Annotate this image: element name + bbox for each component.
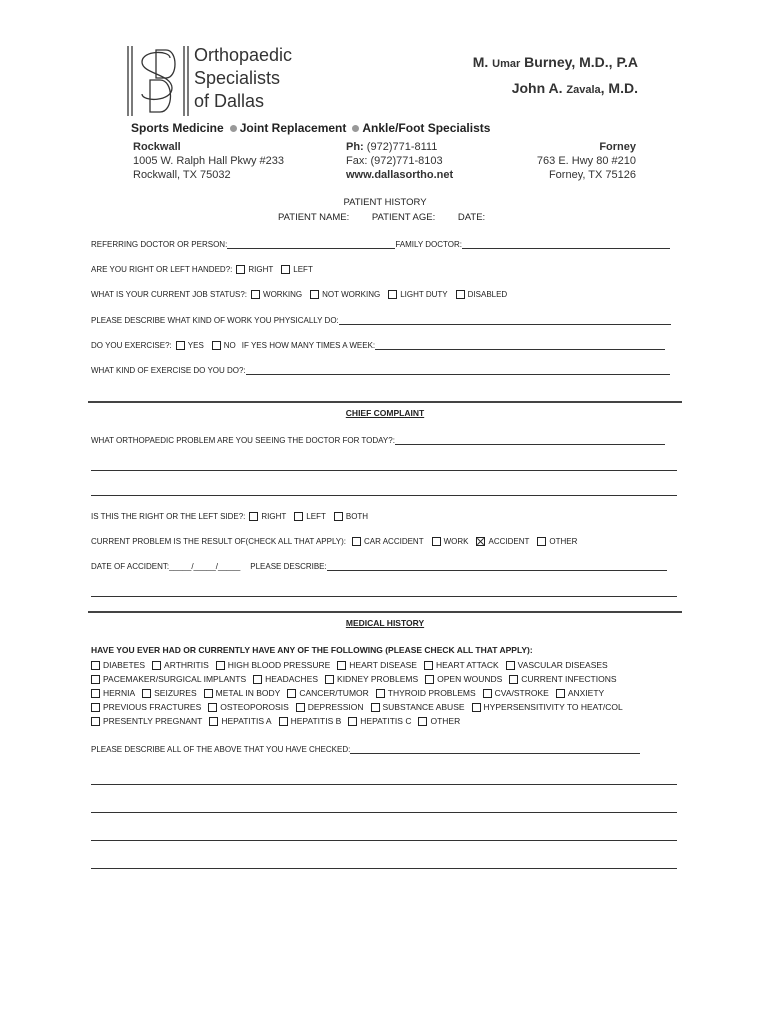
- problem-row: [91, 436, 665, 445]
- address-line: 763 E. Hwy 80 #210: [536, 155, 636, 167]
- address-line: Forney, TX 75126: [548, 169, 636, 181]
- doctor-1-last: Burney, M.D., P.A: [520, 54, 638, 70]
- condition-item[interactable]: [505, 660, 608, 670]
- doctor-2-last: , M.D.: [600, 80, 638, 96]
- conditions-row: [90, 702, 629, 712]
- cause-row: [91, 537, 577, 546]
- condition-checkbox[interactable]: [91, 689, 100, 698]
- handed-right-checkbox[interactable]: [236, 265, 245, 274]
- location-name: Rockwall: [133, 141, 181, 153]
- job-question: WHAT IS YOUR CURRENT JOB STATUS?:: [91, 290, 248, 299]
- option-label: NO: [223, 341, 236, 350]
- job-light-duty-checkbox[interactable]: [388, 290, 397, 299]
- doctor-2: [473, 76, 638, 102]
- phone-label: Ph:: [346, 141, 364, 153]
- side-left-checkbox[interactable]: [294, 512, 303, 521]
- service-label: Sports Medicine: [131, 121, 224, 135]
- bullet-icon: [230, 125, 237, 132]
- condition-checkbox[interactable]: [152, 661, 161, 670]
- condition-checkbox[interactable]: [216, 661, 225, 670]
- condition-checkbox[interactable]: [472, 703, 481, 712]
- condition-item[interactable]: [417, 716, 460, 726]
- side-question: IS THIS THE RIGHT OR THE LEFT SIDE?:: [91, 512, 246, 521]
- condition-label: OTHER: [430, 716, 461, 726]
- condition-checkbox[interactable]: [337, 661, 346, 670]
- website: www.dallasortho.net: [346, 169, 454, 181]
- conditions-row: [90, 688, 610, 698]
- option-label: CAR ACCIDENT: [364, 537, 424, 546]
- condition-checkbox[interactable]: [91, 675, 100, 684]
- condition-checkbox[interactable]: [91, 661, 100, 670]
- section-divider: [88, 611, 682, 613]
- condition-label: OPEN WOUNDS: [437, 674, 503, 684]
- condition-checkbox[interactable]: [483, 689, 492, 698]
- condition-item[interactable]: [482, 688, 549, 698]
- cause-other-checkbox[interactable]: [537, 537, 546, 546]
- condition-label: METAL IN BODY: [215, 688, 281, 698]
- services-tagline: [131, 121, 490, 135]
- condition-label: HEPATITIS B: [290, 716, 342, 726]
- problem-question: WHAT ORTHOPAEDIC PROBLEM ARE YOU SEEING THE DOCTOR FOR TODAY?:: [91, 436, 395, 445]
- work-desc-input[interactable]: [339, 316, 671, 325]
- describe-checked-input[interactable]: [350, 745, 640, 754]
- work-desc-label: PLEASE DESCRIBE WHAT KIND OF WORK YOU PHYSICALLY DO:: [91, 316, 339, 325]
- condition-checkbox[interactable]: [425, 675, 434, 684]
- condition-item[interactable]: [508, 674, 616, 684]
- accident-row: [91, 562, 667, 571]
- condition-checkbox[interactable]: [348, 717, 357, 726]
- service-label: Ankle/Foot Specialists: [362, 121, 491, 135]
- practice-logo-icon: [126, 44, 190, 118]
- option-label: WORK: [443, 537, 469, 546]
- exercise-question: DO YOU EXERCISE?:: [91, 341, 172, 350]
- exercise-kind-label: WHAT KIND OF EXERCISE DO YOU DO?:: [91, 366, 246, 375]
- condition-label: HIGH BLOOD PRESSURE: [227, 660, 331, 670]
- condition-item[interactable]: [336, 660, 417, 670]
- option-label: LEFT: [306, 512, 326, 521]
- referring-label: REFERRING DOCTOR OR PERSON:: [91, 240, 228, 249]
- cause-question: CURRENT PROBLEM IS THE RESULT OF(CHECK ALL THAT APPLY):: [91, 537, 347, 546]
- medical-history-heading: MEDICAL HISTORY: [345, 618, 425, 628]
- doctor-2-mid: Zavala: [566, 84, 601, 96]
- fax-number: (972)771-8103: [370, 155, 443, 167]
- patient-name-label: PATIENT NAME:: [278, 212, 350, 223]
- condition-label: KIDNEY PROBLEMS: [337, 674, 419, 684]
- conditions-row: [90, 660, 614, 670]
- accident-describe-line[interactable]: [91, 596, 677, 597]
- condition-label: CURRENT INFECTIONS: [521, 674, 617, 684]
- condition-label: HEPATITIS C: [360, 716, 412, 726]
- doctor-1-first: M.: [472, 54, 493, 70]
- condition-item[interactable]: [203, 688, 281, 698]
- condition-label: ANXIETY: [567, 688, 605, 698]
- condition-item[interactable]: [90, 660, 145, 670]
- job-not-working-checkbox[interactable]: [310, 290, 319, 299]
- doctor-1: [473, 50, 638, 76]
- condition-label: HEPATITIS A: [221, 716, 272, 726]
- condition-checkbox[interactable]: [279, 717, 288, 726]
- rockwall-address: [133, 140, 284, 182]
- condition-checkbox[interactable]: [556, 689, 565, 698]
- handed-left-checkbox[interactable]: [281, 265, 290, 274]
- date-label: DATE:: [457, 212, 486, 223]
- patient-info-row: [278, 212, 505, 223]
- exercise-frequency-input[interactable]: [375, 341, 665, 350]
- referring-input[interactable]: [227, 240, 395, 249]
- address-line: 1005 W. Ralph Hall Pkwy #233: [133, 155, 285, 167]
- condition-label: HEART ATTACK: [435, 660, 499, 670]
- service-label: Joint Replacement: [239, 121, 347, 135]
- form-title: PATIENT HISTORY: [343, 197, 427, 208]
- condition-checkbox[interactable]: [208, 703, 217, 712]
- condition-item[interactable]: [347, 716, 411, 726]
- family-doctor-input[interactable]: [462, 240, 670, 249]
- condition-item[interactable]: [295, 702, 364, 712]
- condition-item[interactable]: [90, 688, 135, 698]
- condition-label: OSTEOPOROSIS: [220, 702, 289, 712]
- option-label: RIGHT: [261, 512, 287, 521]
- section-divider: [88, 401, 682, 403]
- option-label: LIGHT DUTY: [400, 290, 448, 299]
- condition-checkbox[interactable]: [371, 703, 380, 712]
- condition-label: SEIZURES: [154, 688, 197, 698]
- condition-label: DIABETES: [103, 660, 146, 670]
- condition-label: HEADACHES: [265, 674, 319, 684]
- condition-checkbox[interactable]: [296, 703, 305, 712]
- condition-checkbox[interactable]: [424, 661, 433, 670]
- condition-item[interactable]: [151, 660, 209, 670]
- option-label: NOT WORKING: [322, 290, 381, 299]
- cause-accident-checkbox[interactable]: [476, 537, 485, 546]
- accident-describe-input[interactable]: [327, 562, 667, 571]
- condition-checkbox[interactable]: [91, 717, 100, 726]
- condition-checkbox[interactable]: [506, 661, 515, 670]
- option-label: BOTH: [345, 512, 369, 521]
- exercise-yes-checkbox[interactable]: [176, 341, 185, 350]
- condition-checkbox[interactable]: [209, 717, 218, 726]
- option-label: DISABLED: [467, 290, 508, 299]
- condition-label: THYROID PROBLEMS: [387, 688, 476, 698]
- condition-checkbox[interactable]: [509, 675, 518, 684]
- conditions-row: [90, 716, 466, 726]
- describe-checked-line[interactable]: [91, 812, 677, 813]
- location-name: Forney: [599, 141, 636, 153]
- condition-item[interactable]: [90, 702, 201, 712]
- please-describe-label: PLEASE DESCRIBE:: [250, 562, 327, 571]
- problem-input-line[interactable]: [91, 495, 677, 496]
- describe-checked-label: PLEASE DESCRIBE ALL OF THE ABOVE THAT YOU HAVE CHECKED:: [91, 745, 351, 754]
- condition-label: CANCER/TUMOR: [299, 688, 369, 698]
- describe-checked-line[interactable]: [91, 840, 677, 841]
- forney-address: [537, 140, 636, 182]
- condition-label: ARTHRITIS: [164, 660, 209, 670]
- chief-complaint-heading: CHIEF COMPLAINT: [345, 408, 425, 418]
- condition-item[interactable]: [370, 702, 465, 712]
- condition-item[interactable]: [90, 716, 202, 726]
- doctor-2-first: John A.: [511, 80, 567, 96]
- exercise-kind-row: [91, 366, 670, 375]
- condition-label: HERNIA: [103, 688, 136, 698]
- condition-label: DEPRESSION: [307, 702, 364, 712]
- side-row: [91, 512, 368, 521]
- problem-input[interactable]: [395, 436, 665, 445]
- condition-item[interactable]: [207, 702, 289, 712]
- option-label: OTHER: [549, 537, 578, 546]
- handed-row: [91, 265, 313, 274]
- condition-item[interactable]: [252, 674, 318, 684]
- condition-item[interactable]: [90, 674, 246, 684]
- problem-input-line[interactable]: [91, 470, 677, 471]
- work-desc-row: [91, 316, 671, 325]
- condition-item[interactable]: [423, 660, 499, 670]
- address-line: Rockwall, TX 75032: [133, 169, 231, 181]
- cause-car-accident-checkbox[interactable]: [352, 537, 361, 546]
- condition-checkbox[interactable]: [325, 675, 334, 684]
- condition-item[interactable]: [215, 660, 331, 670]
- condition-item[interactable]: [208, 716, 271, 726]
- condition-item[interactable]: [324, 674, 418, 684]
- job-working-checkbox[interactable]: [251, 290, 260, 299]
- condition-item[interactable]: [375, 688, 476, 698]
- condition-checkbox[interactable]: [142, 689, 151, 698]
- condition-checkbox[interactable]: [287, 689, 296, 698]
- condition-checkbox[interactable]: [376, 689, 385, 698]
- conditions-row: [90, 674, 623, 684]
- condition-label: CVA/STROKE: [494, 688, 549, 698]
- practice-name-line: of Dallas: [194, 91, 265, 111]
- condition-item[interactable]: [555, 688, 604, 698]
- accident-date-field[interactable]: DATE OF ACCIDENT:_____/_____/_____: [91, 562, 241, 571]
- condition-item[interactable]: [286, 688, 368, 698]
- conditions-heading: HAVE YOU EVER HAD OR CURRENTLY HAVE ANY OF THE FOLLOWING (PLEASE CHECK ALL THAT APPLY):: [91, 645, 533, 655]
- option-label: ACCIDENT: [488, 537, 530, 546]
- condition-checkbox[interactable]: [91, 703, 100, 712]
- condition-label: PRESENTLY PREGNANT: [103, 716, 203, 726]
- condition-checkbox[interactable]: [418, 717, 427, 726]
- exercise-kind-input[interactable]: [246, 366, 670, 375]
- condition-label: HYPERSENSITIVITY TO HEAT/COL: [483, 702, 623, 712]
- exercise-row: [91, 341, 665, 350]
- describe-checked-line[interactable]: [91, 868, 677, 869]
- referring-row: [91, 240, 670, 249]
- condition-label: PREVIOUS FRACTURES: [103, 702, 202, 712]
- family-doctor-label: FAMILY DOCTOR:: [395, 240, 462, 249]
- condition-label: HEART DISEASE: [349, 660, 417, 670]
- job-disabled-checkbox[interactable]: [456, 290, 465, 299]
- condition-label: PACEMAKER/SURGICAL IMPLANTS: [103, 674, 247, 684]
- handed-question: ARE YOU RIGHT OR LEFT HANDED?:: [91, 265, 233, 274]
- describe-checked-line[interactable]: [91, 784, 677, 785]
- option-label: WORKING: [263, 290, 303, 299]
- option-label: RIGHT: [248, 265, 274, 274]
- doctor-names: [473, 50, 638, 102]
- practice-name-line: Specialists: [194, 68, 281, 88]
- condition-label: SUBSTANCE ABUSE: [382, 702, 465, 712]
- doctor-1-mid: Umar: [492, 58, 521, 70]
- fax-label: Fax:: [346, 155, 368, 167]
- bullet-icon: [352, 125, 359, 132]
- condition-checkbox[interactable]: [204, 689, 213, 698]
- patient-age-label: PATIENT AGE:: [371, 212, 436, 223]
- side-right-checkbox[interactable]: [249, 512, 258, 521]
- condition-item[interactable]: [424, 674, 502, 684]
- condition-item[interactable]: [471, 702, 623, 712]
- job-status-row: [91, 290, 507, 299]
- exercise-frequency-label: IF YES HOW MANY TIMES A WEEK:: [241, 341, 376, 350]
- condition-item[interactable]: [141, 688, 197, 698]
- condition-checkbox[interactable]: [253, 675, 262, 684]
- condition-item[interactable]: [278, 716, 342, 726]
- condition-label: VASCULAR DISEASES: [517, 660, 608, 670]
- describe-checked-row: [91, 745, 640, 754]
- contact-info: [346, 140, 453, 182]
- exercise-no-checkbox[interactable]: [212, 341, 221, 350]
- cause-work-checkbox[interactable]: [432, 537, 441, 546]
- phone-number: (972)771-8111: [366, 141, 438, 153]
- practice-name-line: Orthopaedic: [194, 45, 293, 65]
- option-label: YES: [187, 341, 204, 350]
- option-label: LEFT: [293, 265, 313, 274]
- practice-name: [194, 44, 292, 113]
- side-both-checkbox[interactable]: [334, 512, 343, 521]
